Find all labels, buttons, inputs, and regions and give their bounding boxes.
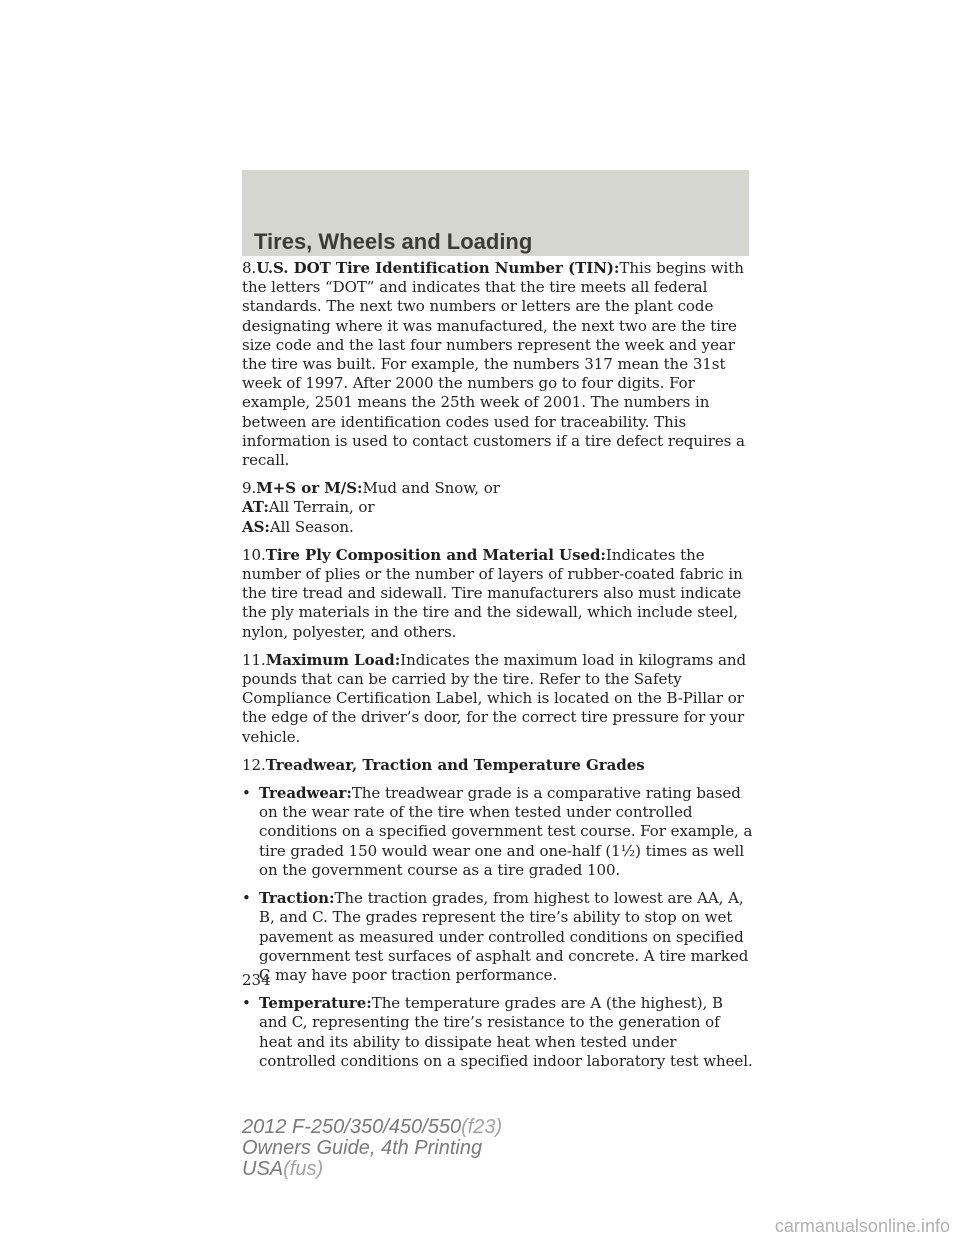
item-9-number: 9. bbox=[242, 479, 257, 498]
item-11-number: 11. bbox=[242, 650, 266, 669]
section-title: Tires, Wheels and Loading bbox=[254, 229, 533, 254]
item-9-ms-label: M+S or M/S: bbox=[256, 479, 363, 498]
item-10 bbox=[242, 546, 754, 642]
item-10-text: Indicates the number of plies or the number of layers of rubber-coated fabric in the tire tread and sidewall. Tire manufacturers also must indicate the ply materials in the tire and the sidewall, which include steel, nylon, polyester, and others. bbox=[242, 545, 743, 641]
bullet-treadwear bbox=[242, 784, 754, 880]
footer-line-region bbox=[242, 1159, 502, 1180]
item-11 bbox=[242, 651, 754, 747]
item-8 bbox=[242, 259, 754, 470]
footer-line-guide: Owners Guide, 4th Printing bbox=[242, 1137, 483, 1159]
footer-region-code: (fus) bbox=[283, 1158, 324, 1180]
item-12 bbox=[242, 756, 754, 775]
footer-imprint bbox=[242, 1117, 502, 1180]
bullet-dot: • bbox=[242, 889, 251, 908]
item-9-ms-text: Mud and Snow, or bbox=[362, 479, 500, 498]
item-11-label: Maximum Load: bbox=[265, 650, 401, 669]
item-9 bbox=[242, 479, 754, 537]
item-10-number: 10. bbox=[242, 545, 266, 564]
item-10-label: Tire Ply Composition and Material Used: bbox=[265, 545, 606, 564]
item-9-as-text: All Season. bbox=[269, 517, 354, 536]
item-8-number: 8. bbox=[242, 259, 257, 277]
footer-line-model bbox=[242, 1117, 502, 1138]
bullet-traction bbox=[242, 889, 754, 985]
page-number: 234 bbox=[242, 971, 271, 989]
treadwear-text: The treadwear grade is a comparative rating based on the wear rate of the tire when tested under controlled conditions on a specified government test course. For example, a tire graded 150 would wear one and one-half (1½) times as well on the government course as a tire graded 100. bbox=[259, 784, 753, 879]
bullet-dot: • bbox=[242, 994, 251, 1013]
temperature-text: The temperature grades are A (the highest), B and C, representing the tire’s resistance to the generation of heat and its ability to dissipate heat when tested under controlled conditions on a specified indoor laboratory test wheel. bbox=[259, 994, 753, 1070]
item-9-at-text: All Terrain, or bbox=[268, 498, 375, 517]
item-8-label: U.S. DOT Tire Identification Number (TIN): bbox=[256, 259, 620, 277]
item-12-label: Treadwear, Traction and Temperature Grades bbox=[265, 755, 645, 774]
temperature-label: Temperature: bbox=[259, 994, 372, 1013]
item-9-as-label: AS: bbox=[242, 517, 270, 536]
item-11-text: Indicates the maximum load in kilograms and pounds that can be carried by the tire. Refer to the Safety Compliance Certification Label, which is located on the B-Pillar or the edge of the driver’s door, for the correct tire pressure for your vehicle. bbox=[242, 650, 747, 746]
footer-region: USA bbox=[242, 1158, 284, 1180]
page-body bbox=[242, 259, 754, 1080]
footer-model: 2012 F-250/350/450/550 bbox=[242, 1116, 462, 1138]
traction-label: Traction: bbox=[259, 889, 335, 908]
item-8-text: This begins with the letters “DOT” and indicates that the tire meets all federal standards. The next two numbers or letters are the plant code designating where it was manufactured, the next two are the tire size code and the last four numbers represent the week and year the tire was built. For example, the numbers 317 mean the 31st week of 1997. After 2000 the numbers go to four digits. For example, 2501 means the 25th week of 2001. The numbers in between are identification codes used for traceability. This information is used to contact customers if a tire defect requires a recall. bbox=[242, 259, 745, 470]
traction-text: The traction grades, from highest to lowest are AA, A, B, and C. The grades represent the tire’s ability to stop on wet pavement as measured under controlled conditions on specified government test surfaces of asphalt and concrete. A tire marked C may have poor traction performance. bbox=[259, 889, 749, 984]
treadwear-label: Treadwear: bbox=[259, 784, 352, 803]
watermark: carmanualsonline.info bbox=[774, 1216, 950, 1236]
footer-model-code: (f23) bbox=[461, 1116, 503, 1138]
bullet-temperature bbox=[242, 994, 754, 1071]
item-9-at-label: AT: bbox=[242, 498, 269, 517]
bullet-dot: • bbox=[242, 784, 251, 803]
item-12-number: 12. bbox=[242, 755, 266, 774]
